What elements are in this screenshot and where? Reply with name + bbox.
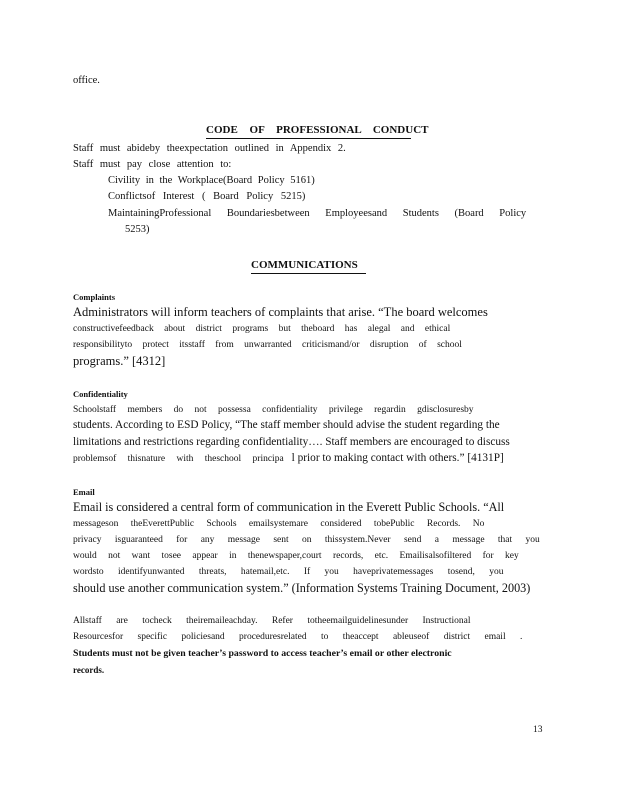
code-line-2: Staff must pay close attention to: [73, 159, 232, 170]
top-fragment: office. [73, 75, 100, 86]
communications-heading-text: COMMUNICATIONS [251, 259, 358, 271]
code-item-boundaries-cont: 5253) [125, 224, 150, 235]
communications-heading-underline [251, 273, 366, 274]
email-bold-line-1: Students must not be given teacher’s password to access teacher’s email or other electronic [73, 648, 452, 659]
email-line-2: messageson theEverettPublic Schools emailsystemare considered tobePublic Records. No [73, 519, 485, 529]
email-line-4: would not want tosee appear in thenewspaper,court records, etc. Emailisalsofiltered for key [73, 551, 519, 561]
email-line-3: privacy isguaranteed for any message sent on thissystem.Never send a message that you [73, 535, 540, 545]
email-para2-line-1: Allstaff are tocheck theiremaileachday. Refer totheemailguidelinesunder Instructional [73, 616, 471, 626]
email-line-5: wordsto identifyunwanted threats, hatemail,etc. If you haveprivatemessages tosend, you [73, 567, 504, 577]
code-item-civility: Civility in the Workplace(Board Policy 5161) [108, 175, 315, 186]
complaints-line-2: constructivefeedback about district programs but theboard has alegal and ethical [73, 324, 451, 334]
code-heading-underline [206, 138, 411, 139]
confidentiality-line-2: students. According to ESD Policy, “The staff member should advise the student regarding the [73, 419, 500, 431]
complaints-line-3: responsibilityto protect itsstaff from unwarranted criticismand/or disruption of school [73, 340, 462, 350]
email-line-1: Email is considered a central form of communication in the Everett Public Schools. “All [73, 500, 505, 514]
complaints-title: Complaints [73, 292, 116, 302]
code-heading-text: CODE OF PROFESSIONAL CONDUCT [206, 124, 429, 136]
email-para2-line-2: Resourcesfor specific policiesand proceduresrelated to theaccept ableuseof district email . [73, 632, 523, 642]
complaints-line-4: programs.” [4312] [73, 354, 166, 368]
confidentiality-line-3: limitations and restrictions regarding confidentiality…. Staff members are encouraged to discuss [73, 436, 510, 448]
code-item-boundaries: MaintainingProfessional Boundariesbetween Employeesand Students (Board Policy [108, 208, 527, 219]
confidentiality-line-4b: l prior to making contact with others.” [4131P] [291, 452, 504, 464]
email-bold-line-2: records. [73, 665, 105, 675]
confidentiality-line-4a: problemsof thisnature with theschool principa [73, 454, 284, 464]
confidentiality-line-4 [73, 452, 504, 466]
email-title: Email [73, 487, 95, 497]
confidentiality-title: Confidentiality [73, 389, 128, 399]
confidentiality-line-1: Schoolstaff members do not possessa confidentiality privilege regardin gdisclosuresby [73, 405, 474, 415]
page-number: 13 [533, 725, 543, 735]
complaints-line-1: Administrators will inform teachers of complaints that arise. “The board welcomes [73, 305, 488, 319]
code-item-conflicts: Conflictsof Interest ( Board Policy 5215) [108, 191, 306, 202]
email-line-6: should use another communication system.” (Information Systems Training Document, 2003) [73, 581, 531, 595]
code-line-1: Staff must abideby theexpectation outlined in Appendix 2. [73, 143, 346, 154]
